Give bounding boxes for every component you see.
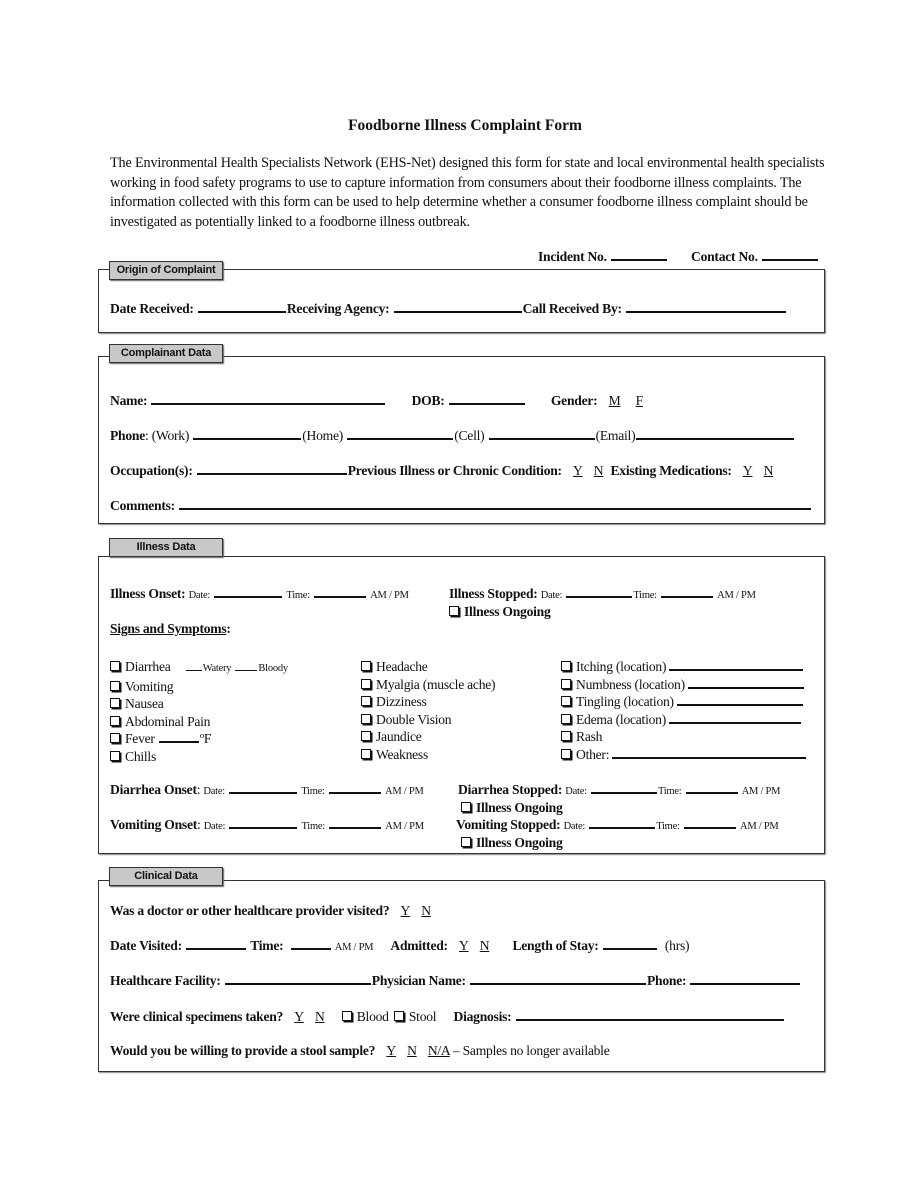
date-visited-label: Date Visited: [110, 938, 182, 953]
physician-phone-label: Phone: [647, 973, 687, 988]
receiving-agency-input[interactable] [394, 311, 522, 313]
watery-input[interactable] [186, 670, 202, 671]
contact-no-input[interactable] [762, 259, 818, 261]
signs-symptoms-heading: Signs and Symptoms: [110, 621, 231, 636]
vomiting-stopped-label: Vomiting Stopped: [456, 817, 561, 832]
phone-cell-input[interactable] [489, 438, 595, 440]
diagnosis-label: Diagnosis: [453, 1009, 512, 1024]
phone-work-input[interactable] [193, 438, 301, 440]
visit-time-input[interactable] [291, 948, 331, 950]
call-received-by-input[interactable] [626, 311, 786, 313]
symptom-numbness[interactable]: Numbness (location) [561, 676, 807, 694]
stool-sample-label: Would you be willing to provide a stool sample? [110, 1043, 376, 1058]
diarrhea-onset-row: Diarrhea Onset: Date: Time: AM / PM [110, 782, 424, 797]
admitted-yes[interactable]: Y [458, 938, 469, 953]
symptom-abdominal-pain[interactable]: Abdominal Pain [110, 713, 288, 731]
length-of-stay-input[interactable] [603, 948, 657, 950]
illness-stopped-time-label: Time: [633, 590, 657, 601]
diarrhea-stopped-date-input[interactable] [591, 792, 657, 794]
hrs-label: (hrs) [664, 938, 690, 953]
admitted-no[interactable]: N [479, 938, 490, 953]
date-visited-input[interactable] [186, 948, 246, 950]
contact-no-label: Contact No. [691, 249, 758, 264]
existing-medications-label: Existing Medications: [610, 463, 732, 478]
symptoms-column-3 [561, 658, 807, 764]
specimens-no[interactable]: N [315, 1009, 325, 1024]
specimens-row [110, 1009, 785, 1025]
stool-sample-na[interactable]: N/A [427, 1043, 450, 1058]
intro-paragraph: The Environmental Health Specialists Network (EHS-Net) designed this form for state and local environmental health specialists working in food safety programs to use to capture information from consumers about their foodborne illness complaints. The information collected with this form can be used to help determine whether a consumer foodborne illness complaint should be investigated as potentially linked to a foodborne illness outbreak. [110, 155, 825, 230]
comments-row [110, 498, 812, 514]
comments-label: Comments: [110, 498, 175, 513]
phone-row [110, 428, 795, 444]
vomiting-ongoing-option[interactable]: Illness Ongoing [461, 835, 563, 851]
checkbox-icon[interactable] [361, 714, 371, 724]
physician-phone-input[interactable] [690, 983, 800, 985]
origin-of-complaint-tab: Origin of Complaint [109, 261, 223, 280]
admitted-label: Admitted: [390, 938, 448, 953]
illness-stopped-label: Illness Stopped: [449, 586, 538, 601]
doctor-visited-row [110, 903, 435, 919]
diarrhea-onset-date-input[interactable] [229, 792, 297, 794]
numbness-location-input[interactable] [688, 687, 804, 689]
diarrhea-onset-time-input[interactable] [329, 792, 381, 794]
name-input[interactable] [151, 403, 385, 405]
email-input[interactable] [636, 438, 794, 440]
symptom-nausea[interactable]: Nausea [110, 695, 288, 713]
illness-onset-ampm[interactable]: AM / PM [370, 590, 409, 601]
illness-onset-time-label: Time: [286, 590, 310, 601]
diarrhea-stopped-row: Diarrhea Stopped: Date: Time: AM / PM [458, 782, 781, 797]
symptom-diarrhea[interactable]: Diarrhea Watery Bloody [110, 658, 288, 678]
doctor-visited-label: Was a doctor or other healthcare provider visited? [110, 903, 390, 918]
stool-sample-yes[interactable]: Y [386, 1043, 396, 1058]
illness-stopped-row [449, 586, 756, 602]
illness-stopped-date-label: Date: [540, 590, 563, 601]
checkbox-icon[interactable] [561, 714, 571, 724]
symptom-jaundice[interactable]: Jaundice [361, 728, 495, 746]
form-title: Foodborne Illness Complaint Form [348, 117, 582, 134]
phone-work-label: : (Work) [145, 428, 190, 443]
checkbox-icon[interactable] [561, 749, 571, 759]
call-received-by-label: Call Received By: [522, 301, 622, 316]
gender-label: Gender: [550, 393, 598, 408]
blood-option[interactable]: Blood [342, 1009, 389, 1024]
stool-option[interactable]: Stool [394, 1009, 436, 1024]
gender-f-option[interactable]: F [635, 393, 643, 408]
checkbox-icon[interactable] [110, 661, 120, 671]
symptom-other[interactable]: Other: [561, 746, 807, 764]
visit-ampm[interactable]: AM / PM [334, 942, 374, 953]
vomiting-stopped-ampm[interactable]: AM / PM [740, 821, 779, 832]
symptom-itching[interactable]: Itching (location) [561, 658, 807, 676]
stool-sample-row [110, 1043, 610, 1059]
incident-no-field [538, 249, 668, 265]
receiving-agency-label: Receiving Agency: [286, 301, 390, 316]
email-label: (Email) [595, 428, 636, 443]
symptom-rash[interactable]: Rash [561, 728, 807, 746]
previous-illness-label: Previous Illness or Chronic Condition: [347, 463, 562, 478]
illness-ongoing-label: Illness Ongoing [464, 604, 551, 619]
phone-home-label: (Home) [302, 428, 344, 443]
diagnosis-input[interactable] [516, 1019, 784, 1021]
diarrhea-ongoing-option[interactable]: Illness Ongoing [461, 800, 563, 816]
symptom-edema[interactable]: Edema (location) [561, 711, 807, 729]
diarrhea-onset-label: Diarrhea Onset [110, 782, 197, 797]
checkbox-icon[interactable] [561, 661, 571, 671]
vomiting-stopped-time-input[interactable] [684, 827, 736, 829]
specimens-label: Were clinical specimens taken? [110, 1009, 284, 1024]
symptom-fever[interactable]: Fever ºF [110, 730, 288, 748]
date-visited-row [110, 938, 689, 954]
edema-location-input[interactable] [669, 722, 801, 724]
phone-home-input[interactable] [347, 438, 453, 440]
previous-illness-yes[interactable]: Y [572, 463, 583, 478]
diarrhea-onset-ampm[interactable]: AM / PM [385, 786, 424, 797]
existing-medications-yes[interactable]: Y [742, 463, 753, 478]
occupation-label: Occupation(s): [110, 463, 193, 478]
illness-onset-date-label: Date: [188, 590, 211, 601]
illness-onset-label: Illness Onset: [110, 586, 186, 601]
symptoms-column-1 [110, 658, 288, 766]
date-received-label: Date Received: [110, 301, 194, 316]
specimens-yes[interactable]: Y [294, 1009, 304, 1024]
vomiting-onset-label: Vomiting Onset [110, 817, 198, 832]
symptom-chills[interactable]: Chills [110, 748, 288, 766]
checkbox-icon[interactable] [361, 749, 371, 759]
doctor-visited-yes[interactable]: Y [400, 903, 411, 918]
symptom-double-vision[interactable]: Double Vision [361, 711, 495, 729]
illness-onset-row [110, 586, 409, 602]
illness-onset-date-input[interactable] [214, 596, 282, 598]
previous-illness-no[interactable]: N [593, 463, 604, 478]
illness-onset-time-input[interactable] [314, 596, 366, 598]
existing-medications-no[interactable]: N [763, 463, 774, 478]
healthcare-facility-input[interactable] [225, 983, 371, 985]
gender-m-option[interactable]: M [608, 393, 621, 408]
incident-no-input[interactable] [611, 259, 667, 261]
occupation-input[interactable] [197, 473, 347, 475]
physician-name-input[interactable] [470, 983, 646, 985]
illness-stopped-ampm[interactable]: AM / PM [717, 590, 756, 601]
symptom-headache[interactable]: Headache [361, 658, 495, 676]
checkbox-icon[interactable] [561, 679, 571, 689]
checkbox-icon[interactable] [394, 1011, 404, 1021]
illness-stopped-date-input[interactable] [566, 596, 632, 598]
date-received-input[interactable] [198, 311, 286, 313]
diarrhea-stopped-ampm[interactable]: AM / PM [741, 786, 781, 797]
vomiting-onset-time-input[interactable] [329, 827, 381, 829]
checkbox-icon[interactable] [461, 837, 471, 847]
name-row [110, 393, 647, 409]
symptom-tingling[interactable]: Tingling (location) [561, 693, 807, 711]
checkbox-icon[interactable] [361, 731, 371, 741]
name-label: Name: [110, 393, 148, 408]
diarrhea-stopped-label: Diarrhea Stopped: [458, 782, 563, 797]
stool-sample-na-note: – Samples no longer available [452, 1043, 610, 1058]
checkbox-icon[interactable] [110, 751, 120, 761]
checkbox-icon[interactable] [342, 1011, 352, 1021]
other-symptom-input[interactable] [612, 757, 806, 759]
length-of-stay-label: Length of Stay: [512, 938, 599, 953]
comments-input[interactable] [179, 508, 811, 510]
healthcare-facility-label: Healthcare Facility: [110, 973, 221, 988]
phone-cell-label: (Cell) [454, 428, 485, 443]
vomiting-onset-row: Vomiting Onset: Date: Time: AM / PM [110, 817, 424, 832]
checkbox-icon[interactable] [110, 681, 120, 691]
symptom-myalgia[interactable]: Myalgia (muscle ache) [361, 676, 495, 694]
facility-row [110, 973, 801, 989]
vomiting-stopped-date-input[interactable] [589, 827, 655, 829]
origin-row [110, 301, 787, 317]
illness-data-tab: Illness Data [109, 538, 223, 557]
checkbox-icon[interactable] [449, 606, 459, 616]
clinical-data-tab: Clinical Data [109, 867, 223, 886]
checkbox-icon[interactable] [461, 802, 471, 812]
symptom-dizziness[interactable]: Dizziness [361, 693, 495, 711]
incident-no-label: Incident No. [538, 249, 607, 264]
fever-temperature-input[interactable] [159, 741, 199, 743]
checkbox-icon[interactable] [110, 716, 120, 726]
checkbox-icon[interactable] [361, 679, 371, 689]
contact-no-field [691, 249, 819, 265]
checkbox-icon[interactable] [110, 733, 120, 743]
checkbox-icon[interactable] [361, 661, 371, 671]
illness-stopped-time-input[interactable] [661, 596, 713, 598]
vomiting-onset-date-input[interactable] [229, 827, 297, 829]
physician-name-label: Physician Name: [371, 973, 466, 988]
stool-sample-no[interactable]: N [407, 1043, 417, 1058]
symptom-weakness[interactable]: Weakness [361, 746, 495, 764]
doctor-visited-no[interactable]: N [421, 903, 431, 918]
checkbox-icon[interactable] [110, 698, 120, 708]
tingling-location-input[interactable] [677, 704, 803, 706]
dob-input[interactable] [449, 403, 525, 405]
vomiting-onset-ampm[interactable]: AM / PM [385, 821, 424, 832]
diarrhea-stopped-time-input[interactable] [686, 792, 738, 794]
vomiting-stopped-row: Vomiting Stopped: Date: Time: AM / PM [456, 817, 779, 832]
phone-label: Phone [110, 428, 146, 443]
dob-label: DOB: [411, 393, 445, 408]
checkbox-icon[interactable] [561, 696, 571, 706]
bloody-input[interactable] [235, 670, 257, 671]
checkbox-icon[interactable] [361, 696, 371, 706]
checkbox-icon[interactable] [561, 731, 571, 741]
occupation-row [110, 463, 777, 479]
illness-ongoing-option[interactable] [449, 604, 551, 620]
complainant-data-tab: Complainant Data [109, 344, 223, 363]
symptoms-column-2 [361, 658, 495, 764]
itching-location-input[interactable] [669, 669, 803, 671]
visit-time-label: Time: [250, 938, 284, 953]
symptom-vomiting[interactable]: Vomiting [110, 678, 288, 696]
